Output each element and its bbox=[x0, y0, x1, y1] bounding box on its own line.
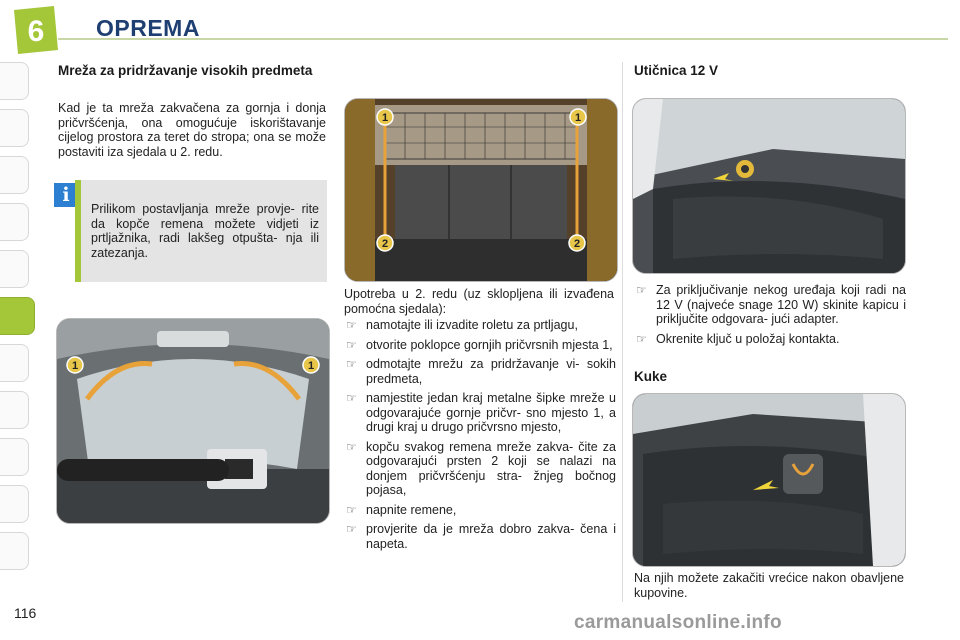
info-text: Prilikom postavljanja mreže provje- rite da kopče remena možete vidjeti iz prtljažnika, radi lakšeg otpušta- nja ili zatezanja. bbox=[91, 202, 319, 260]
illustration-trunk-net bbox=[345, 99, 617, 281]
callout-2-trunk-right bbox=[569, 235, 585, 251]
watermark: carmanualsonline.info bbox=[574, 612, 782, 633]
usage-step: ☞ otvorite poklopce gornjih pričvrsnih mjesta 1, bbox=[344, 338, 616, 353]
chapter-tab-11[interactable] bbox=[0, 532, 29, 570]
info-icon: i bbox=[54, 183, 78, 207]
usage-step: ☞ provjerite da je mreža dobro zakva- čena i napeta. bbox=[344, 522, 616, 551]
svg-text:1: 1 bbox=[574, 112, 582, 124]
photo-12v-socket bbox=[632, 98, 906, 274]
photo-net-upper-anchors bbox=[56, 318, 330, 524]
column-divider bbox=[622, 62, 623, 602]
svg-text:1: 1 bbox=[307, 360, 315, 372]
chapter-tab-2[interactable] bbox=[0, 109, 29, 147]
chapter-tab-3[interactable] bbox=[0, 156, 29, 194]
chapter-tabs bbox=[0, 62, 34, 579]
net-intro-text: Kad je ta mreža zakvačena za gornja i donja pričvršćenja, ona omogućuje iskorištavanje cijelog prostora za teret do stropa; ona se može postaviti iza sjedala u 2. redu. bbox=[58, 101, 326, 159]
photo-trunk-net bbox=[344, 98, 618, 282]
hooks-text: Na njih možete zakačiti vrećice nakon obavljene kupovine. bbox=[634, 571, 904, 600]
socket-step: ☞ Okrenite ključ u položaj kontakta. bbox=[634, 332, 906, 347]
callout-2-trunk-left bbox=[377, 235, 393, 251]
chapter-title: OPREMA bbox=[96, 15, 200, 41]
chapter-number: 6 bbox=[27, 15, 45, 48]
chapter-tab-9[interactable] bbox=[0, 438, 29, 476]
usage-step: ☞ namotajte ili izvadite roletu za prtljagu, bbox=[344, 318, 616, 333]
callout-1-right bbox=[303, 357, 319, 373]
usage-step: ☞ namjestite jedan kraj metalne šipke mreže u odgovarajuće gornje pričvr- sno mjesto 1, a drugi kraj u drugo pričvrsno mjesto, bbox=[344, 391, 616, 435]
chapter-number-badge bbox=[14, 6, 58, 54]
info-box bbox=[75, 180, 327, 282]
chapter-tab-1[interactable] bbox=[0, 62, 29, 100]
net-section-title: Mreža za pridržavanje visokih predmeta bbox=[58, 63, 313, 78]
callout-1-left bbox=[67, 357, 83, 373]
illustration-net-upper-anchors bbox=[57, 319, 329, 523]
usage-step: ☞ kopču svakog remena mreže zakva- čite za odgovarajući prsten 2 koji se nalazi na donjem pričvršćenju stra- žnjeg bočnog pojasa, bbox=[344, 440, 616, 498]
chapter-tab-5[interactable] bbox=[0, 250, 29, 288]
chapter-tab-8[interactable] bbox=[0, 391, 29, 429]
usage-intro-text: Upotreba u 2. redu (uz sklopljena ili izvađena pomoćna sjedala): bbox=[344, 287, 614, 316]
chapter-tab-7[interactable] bbox=[0, 344, 29, 382]
socket-step: ☞ Za priključivanje nekog uređaja koji radi na 12 V (najveće snage 120 W) skinite kapicu i priključite odgovara- jući adapter. bbox=[634, 283, 906, 327]
photo-bag-hooks bbox=[632, 393, 906, 567]
hooks-section-title: Kuke bbox=[634, 369, 668, 384]
svg-text:1: 1 bbox=[381, 112, 389, 124]
illustration-bag-hooks bbox=[633, 394, 905, 566]
svg-text:2: 2 bbox=[573, 238, 581, 250]
chapter-tab-4[interactable] bbox=[0, 203, 29, 241]
chapter-tab-6-active[interactable] bbox=[0, 297, 35, 335]
socket-section-title: Utičnica 12 V bbox=[634, 63, 719, 78]
page-number: 116 bbox=[14, 605, 37, 621]
svg-text:1: 1 bbox=[71, 360, 79, 372]
chapter-tab-10[interactable] bbox=[0, 485, 29, 523]
usage-step: ☞ odmotajte mrežu za pridržavanje vi- sokih predmeta, bbox=[344, 357, 616, 386]
callout-1-trunk-right bbox=[570, 109, 586, 125]
usage-step: ☞ napnite remene, bbox=[344, 503, 616, 518]
socket-steps-list bbox=[634, 283, 906, 351]
usage-steps-list bbox=[344, 318, 616, 556]
callout-1-trunk-left bbox=[377, 109, 393, 125]
illustration-12v-socket bbox=[633, 99, 905, 273]
svg-text:2: 2 bbox=[381, 238, 389, 250]
